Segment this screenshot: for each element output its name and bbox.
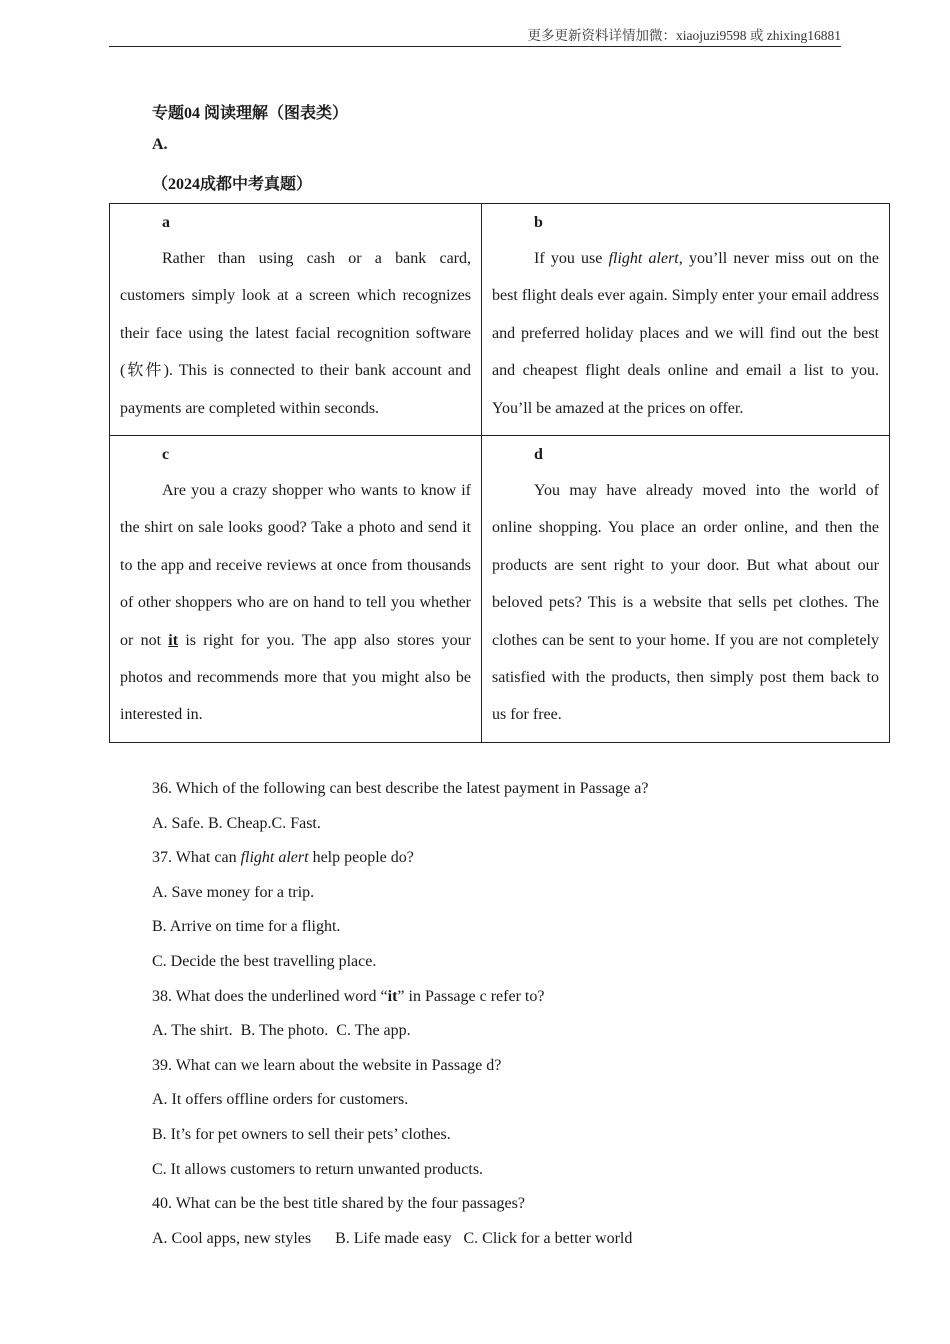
passages-table xyxy=(109,203,890,743)
question-37-option-a: A. Save money for a trip. xyxy=(152,883,315,901)
passage-a-text: Rather than using cash or a bank card, customers simply look at a screen which recognizes their face using the latest facial recognition software (软件). This is connected to their bank account and payments are completed within seconds. xyxy=(120,250,471,417)
question-40-options: A. Cool apps, new styles B. Life made easy C. Click for a better world xyxy=(152,1229,633,1247)
question-37-option-b: B. Arrive on time for a flight. xyxy=(152,918,341,936)
document-title: 专题04 阅读理解（图表类） xyxy=(152,105,349,122)
question-37: 37. What can flight alert help people do? xyxy=(152,849,414,867)
questions-list xyxy=(152,772,852,1256)
question-38: 38. What does the underlined word “it” in Passage c refer to? xyxy=(152,987,545,1005)
question-39-option-a: A. It offers offline orders for customers. xyxy=(152,1091,409,1109)
passage-c-cell xyxy=(110,436,482,743)
underlined-word: it xyxy=(168,631,179,649)
question-36-options: A. Safe. B. Cheap.C. Fast. xyxy=(152,814,321,832)
question-40: 40. What can be the best title shared by the four passages? xyxy=(152,1195,525,1213)
question-39-option-c: C. It allows customers to return unwanted products. xyxy=(152,1160,484,1178)
question-36: 36. Which of the following can best describe the latest payment in Passage a? xyxy=(152,780,649,797)
table-row xyxy=(110,204,890,436)
page-header: 更多更新资料详情加微：xiaojuzi9598 或 zhixing16881 xyxy=(109,26,841,47)
table-row xyxy=(110,436,890,743)
question-37-option-c: C. Decide the best travelling place. xyxy=(152,952,377,970)
passage-b-cell xyxy=(482,204,890,436)
question-38-options: A. The shirt. B. The photo. C. The app. xyxy=(152,1022,411,1040)
question-39: 39. What can we learn about the website in Passage d? xyxy=(152,1056,502,1074)
passage-d-label: d xyxy=(534,446,543,464)
passage-a-label: a xyxy=(162,214,170,231)
passage-b-label: b xyxy=(534,214,543,231)
passage-d-cell xyxy=(482,436,890,743)
source-label: （2024成都中考真题） xyxy=(152,176,313,193)
passage-c-label: c xyxy=(162,446,170,464)
passage-c-text: Are you a crazy shopper who wants to know if the shirt on sale looks good? Take a photo and send it to the app and receive reviews at once from thousands of other shoppers who are on hand to tell you whether or not it is right for you. The app also stores your photos and recommends more that you might also be interested in. xyxy=(120,482,471,724)
section-label: A. xyxy=(152,136,168,153)
passage-b-text: If you use flight alert, you’ll never miss out on the best flight deals ever again. Simply enter your email address and preferred holiday places and we will find out the best and cheapest flight deals online and email a list to you. You’ll be amazed at the prices on offer. xyxy=(492,250,880,417)
passage-d-text: You may have already moved into the world of online shopping. You place an order online, and then the products are sent right to your door. But what about our beloved pets? This is a website that sells pet clothes. The clothes can be sent to your home. If you are not completely satisfied with the products, then simply post them back to us for free. xyxy=(492,482,879,724)
passage-a-cell xyxy=(110,204,482,436)
flight-alert-term: flight alert xyxy=(608,250,679,267)
question-39-option-b: B. It’s for pet owners to sell their pets’ clothes. xyxy=(152,1125,451,1143)
